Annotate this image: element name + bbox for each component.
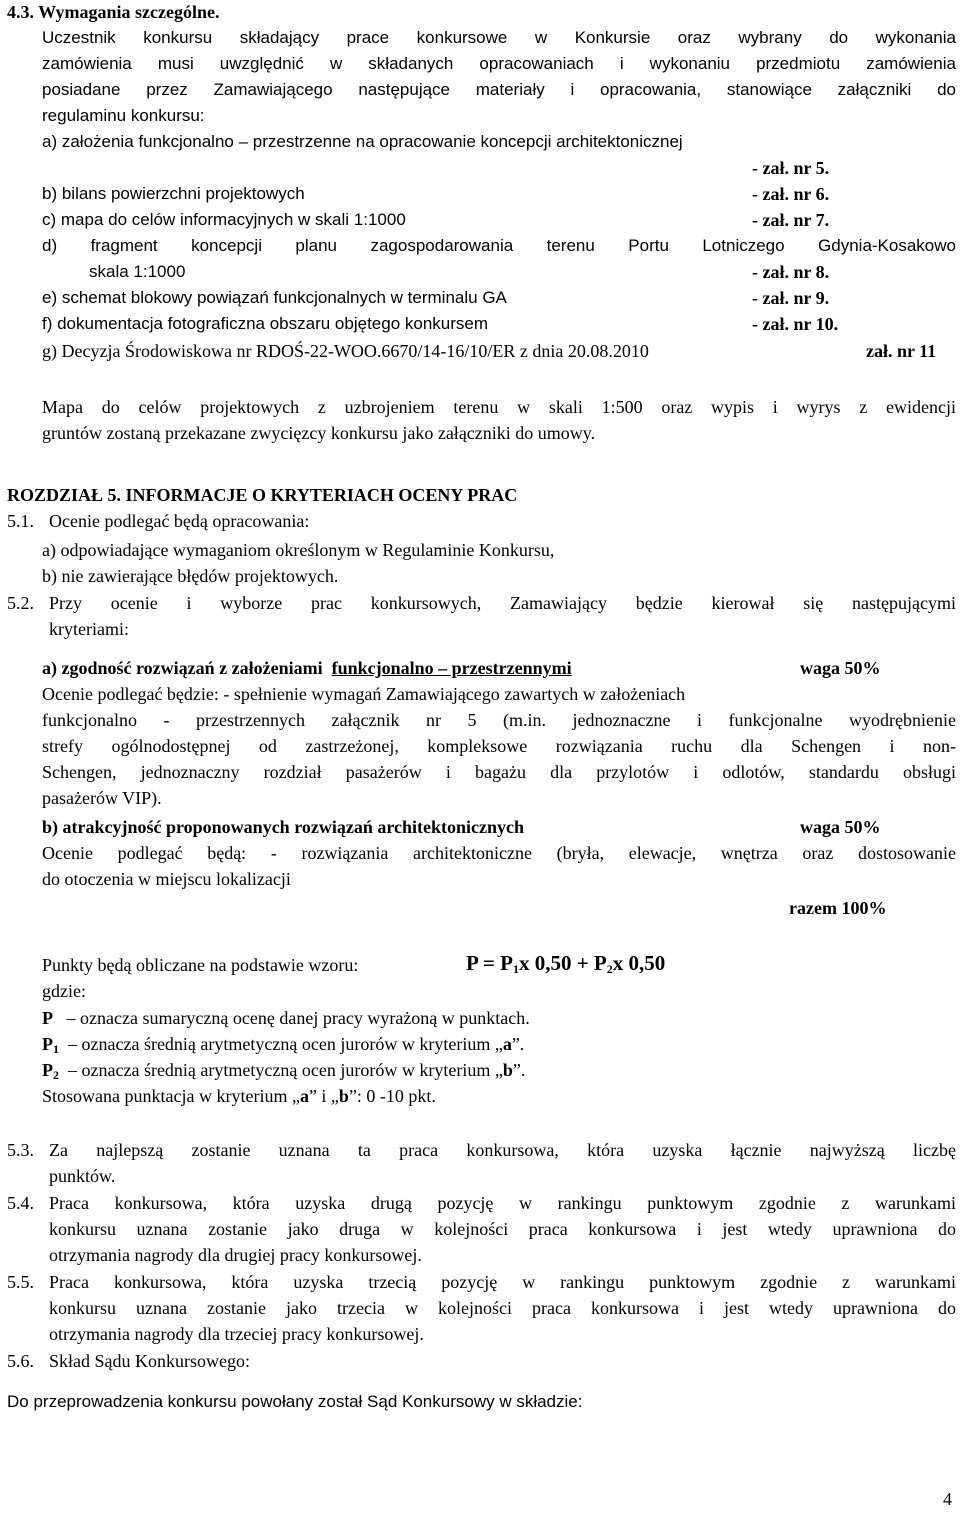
paragraph-line: zamówienia musi uwzględnić w składanych opracowaniach i wykonaniu przedmiotu zamówienia [42,54,956,73]
page-number: 4 [943,1489,952,1509]
mapa-paragraph-line: Mapa do celów projektowych z uzbrojeniem terenu w skali 1:500 oraz wypis i wyrys z ewidencji [42,397,956,417]
total-weight: razem 100% [789,898,887,918]
section-5-5-number: 5.5. [7,1272,34,1292]
definition-p2: $P_2$ – oznacza średnią arytmetyczną ocen jurorów w kryterium „b”. [42,1060,526,1082]
definition-p1: $P_1$ – oznacza średnią arytmetyczną ocen jurorów w kryterium „a”. [42,1034,525,1056]
section-5-5-text: otrzymania nagrody dla trzeciej pracy konkursowej. [49,1324,424,1344]
list-item-c-ref: - zał. nr 7. [752,210,830,230]
criterion-a-desc: Ocenie podlegać będzie: - spełnienie wymagań Zamawiającego zawartych w założeniach [42,684,686,704]
scoring-scale: Stosowana punktacja w kryterium „a” i „b”: 0 -10 pkt. [42,1086,436,1106]
section-5-1-text: Ocenie podlegać będą opracowania: [49,511,310,531]
paragraph-line: regulaminu konkursu: [42,106,205,125]
criterion-b-desc: Ocenie podlegać będą: - rozwiązania architektoniczne (bryła, elewacje, wnętrza oraz dostosowanie [42,843,956,863]
section-5-3-number: 5.3. [7,1140,34,1160]
list-item-f: f) dokumentacja fotograficzna obszaru objętego konkursem [42,314,489,333]
section-5-4-text: konkursu uznana zostanie jako druga w kolejności praca konkursowa i jest wtedy uprawniona do [49,1219,956,1239]
list-item-d-line2: skala 1:1000 [89,262,186,281]
section-5-1-item-a: a) odpowiadające wymaganiom określonym w Regulaminie Konkursu, [42,540,555,560]
formula-intro: Punkty będą obliczane na podstawie wzoru: [42,955,359,975]
mapa-paragraph-line: gruntów zostaną przekazane zwycięzcy konkursu jako załączniki do umowy. [42,423,596,443]
section-5-5-text: konkursu uznana zostanie jako trzecia w kolejności praca konkursowa i jest wtedy uprawniona do [49,1298,956,1318]
list-item-b: b) bilans powierzchni projektowych [42,184,305,203]
section-5-5-text: Praca konkursowa, która uzyska trzecią pozycję w rankingu punktowym zgodnie z warunkami [49,1272,956,1292]
paragraph-line: Uczestnik konkursu składający prace konkursowe w Konkursie oraz wybrany do wykonania [42,28,956,47]
chapter-title: ROZDZIAŁ 5. INFORMACJE O KRYTERIACH OCENY PRAC [7,485,518,505]
section-5-3-text: punktów. [49,1166,116,1186]
final-line: Do przeprowadzenia konkursu powołany został Sąd Konkursowy w składzie: [7,1392,583,1411]
formula: $P = P_1x$ $0,50 + P_2x$ 0,50 [466,951,666,976]
criterion-b-desc: do otoczenia w miejscu lokalizacji [42,869,291,889]
list-item-e-ref: - zał. nr 9. [752,288,830,308]
list-item-d: d) fragment koncepcji planu zagospodarowania terenu Portu Lotniczego Gdynia-Kosakowo [42,236,956,255]
section-5-4-text: otrzymania nagrody dla drugiej pracy konkursowej. [49,1245,422,1265]
criterion-a-desc: funkcjonalno - przestrzennych załącznik nr 5 (m.in. jednoznaczne i funkcjonalne wyodrębnienie [42,710,956,730]
list-item-a: a) założenia funkcjonalno – przestrzenne na opracowanie koncepcji architektonicznej [42,132,683,151]
section-5-1-item-b: b) nie zawierające błędów projektowych. [42,566,339,586]
list-item-e: e) schemat blokowy powiązań funkcjonalnych w terminalu GA [42,288,507,307]
list-item-a-ref: - zał. nr 5. [752,158,830,178]
section-5-4-text: Praca konkursowa, która uzyska drugą pozycję w rankingu punktowym zgodnie z warunkami [49,1193,956,1213]
list-item-b-ref: - zał. nr 6. [752,184,830,204]
list-item-g-ref: zał. nr 11 [866,341,937,361]
section-4-3-heading: 4.3. Wymagania szczególne. [7,2,220,22]
criterion-a-desc: Schengen, jednoznaczny rozdział pasażerów i bagażu dla przylotów i odlotów, standardu obsługi [42,762,956,782]
section-5-2-number: 5.2. [7,593,34,613]
definition-p: P – oznacza sumaryczną ocenę danej pracy wyrażoną w punktach. [42,1008,530,1028]
criterion-a-title: a) zgodność rozwiązań z założeniami funkcjonalno – przestrzennymi [42,658,572,678]
formula-gdzie: gdzie: [42,981,86,1001]
list-item-f-ref: - zał. nr 10. [752,314,839,334]
section-5-6-number: 5.6. [7,1351,34,1371]
paragraph-line: posiadane przez Zamawiającego następujące materiały i opracowania, stanowiące załączniki do [42,80,956,99]
section-5-4-number: 5.4. [7,1193,34,1213]
section-5-1-number: 5.1. [7,511,34,531]
section-5-2-text-line2: kryteriami: [49,619,129,639]
criterion-b-weight: waga 50% [800,817,881,837]
section-5-6-text: Skład Sądu Konkursowego: [49,1351,250,1371]
list-item-c: c) mapa do celów informacyjnych w skali 1:1000 [42,210,406,229]
list-item-d-ref: - zał. nr 8. [752,262,830,282]
section-5-3-text: Za najlepszą zostanie uznana ta praca konkursowa, która uzyska łącznie najwyższą liczbę [49,1140,956,1160]
list-item-g: g) Decyzja Środowiskowa nr RDOŚ-22-WOO.6670/14-16/10/ER z dnia 20.08.2010 [42,341,649,361]
criterion-b-title: b) atrakcyjność proponowanych rozwiązań architektonicznych [42,817,525,837]
criterion-a-weight: waga 50% [800,658,881,678]
criterion-a-desc: strefy ogólnodostępnej od zastrzeżonej, kompleksowe rozwiązania ruchu dla Schengen i non- [42,736,956,756]
section-5-2-text: Przy ocenie i wyborze prac konkursowych, Zamawiający będzie kierował się następującymi [49,593,956,613]
criterion-a-desc: pasażerów VIP). [42,788,162,808]
